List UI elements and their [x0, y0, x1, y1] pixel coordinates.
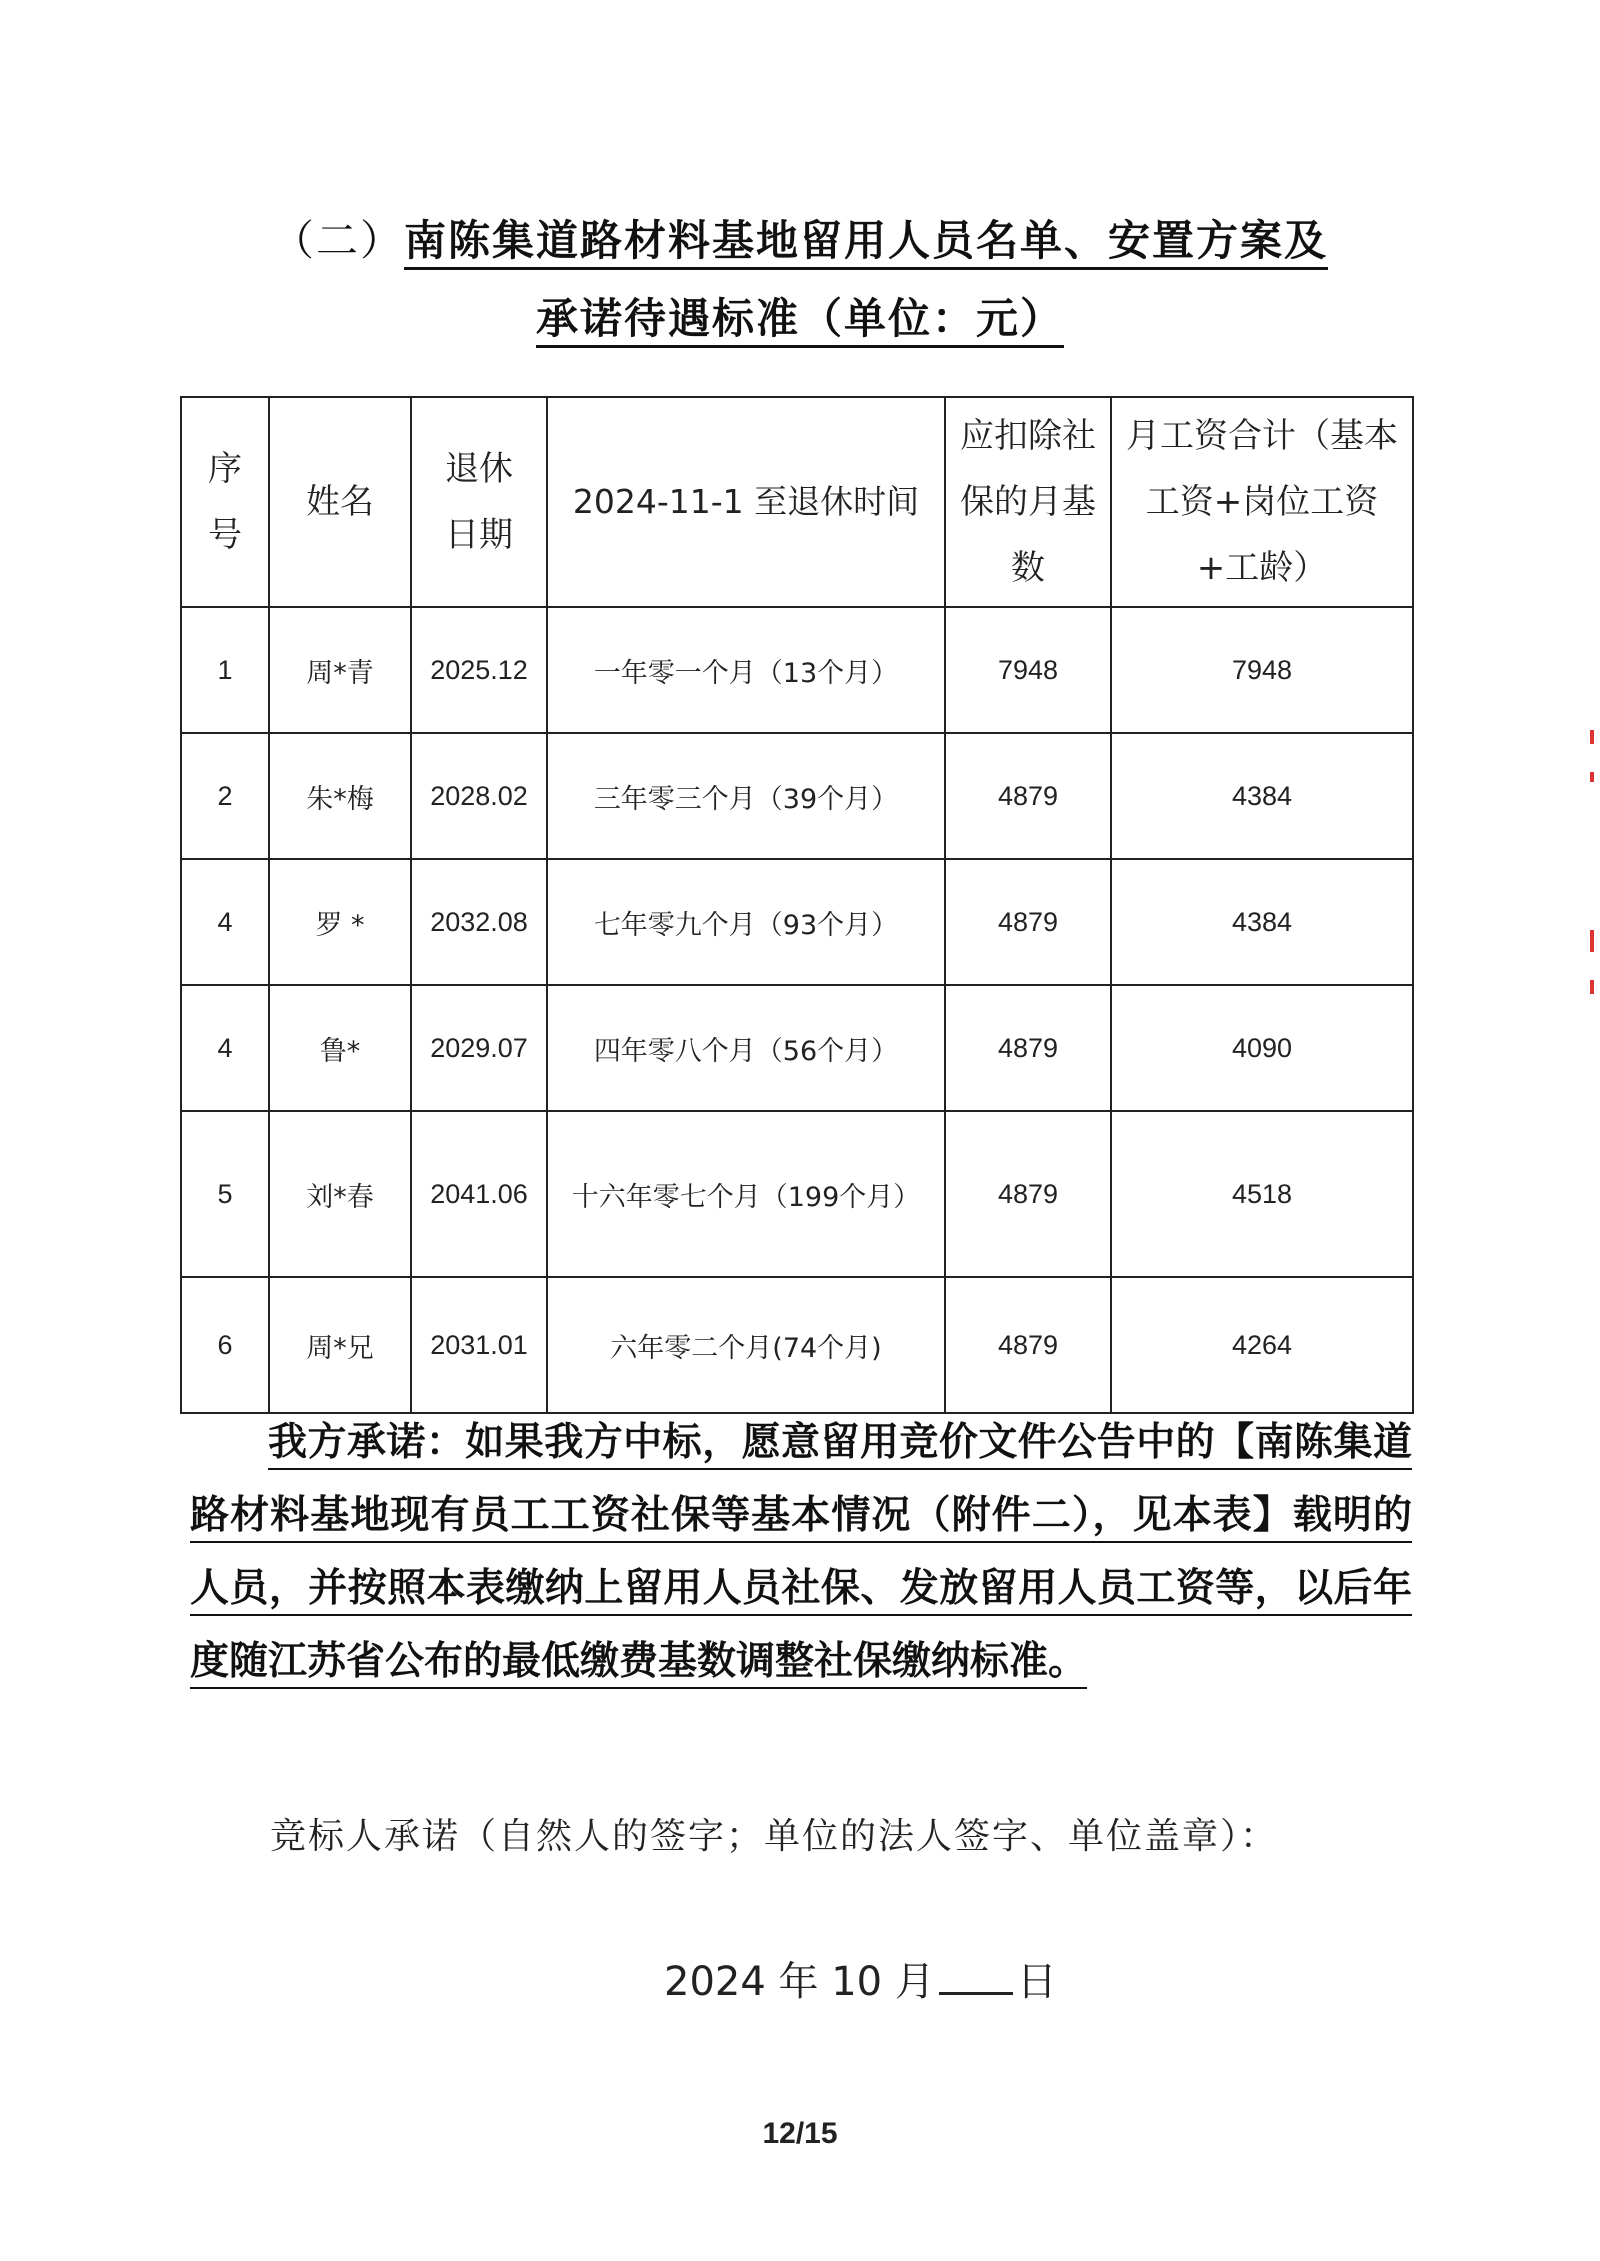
- cell-retire: 2032.08: [411, 859, 547, 985]
- date-year-month: 2024 年 10 月: [664, 1959, 935, 2005]
- cell-base: 4879: [945, 1277, 1111, 1413]
- cell-wage: 4518: [1111, 1111, 1413, 1277]
- table-row: [181, 859, 1413, 985]
- day-blank: [939, 1958, 1013, 1995]
- cell-retire: 2031.01: [411, 1277, 547, 1413]
- header-seq: 序号: [181, 397, 269, 607]
- table-row: [181, 985, 1413, 1111]
- scan-edge-mark: [1590, 730, 1594, 744]
- cell-seq: 4: [181, 859, 269, 985]
- cell-base: 4879: [945, 985, 1111, 1111]
- header-retire-date: 退休日期: [411, 397, 547, 607]
- cell-wage: 7948: [1111, 607, 1413, 733]
- cell-period: 十六年零七个月（199个月）: [547, 1111, 945, 1277]
- cell-period: 七年零九个月（93个月）: [547, 859, 945, 985]
- cell-retire: 2041.06: [411, 1111, 547, 1277]
- cell-wage: 4264: [1111, 1277, 1413, 1413]
- document-title-line-1: [0, 208, 1600, 268]
- cell-base: 4879: [945, 859, 1111, 985]
- cell-period: 四年零八个月（56个月）: [547, 985, 945, 1111]
- cell-base: 4879: [945, 733, 1111, 859]
- document-title-line-2: [0, 286, 1600, 346]
- page-number: 12/15: [762, 2117, 838, 2150]
- cell-retire: 2025.12: [411, 607, 547, 733]
- cell-seq: 5: [181, 1111, 269, 1277]
- table-header-row: [181, 397, 1413, 607]
- cell-seq: 1: [181, 607, 269, 733]
- cell-name: 周*青: [269, 607, 411, 733]
- cell-base: 7948: [945, 607, 1111, 733]
- cell-name: 鲁*: [269, 985, 411, 1111]
- table-row: [181, 607, 1413, 733]
- header-period: 2024-11-1 至退休时间: [547, 397, 945, 607]
- table-row: [181, 1277, 1413, 1413]
- cell-seq: 4: [181, 985, 269, 1111]
- title-text-2: 承诺待遇标准（单位：元）: [536, 294, 1064, 348]
- scan-edge-mark: [1590, 772, 1594, 782]
- scan-edge-mark: [1590, 930, 1594, 952]
- cell-period: 三年零三个月（39个月）: [547, 733, 945, 859]
- cell-seq: 6: [181, 1277, 269, 1413]
- cell-wage: 4090: [1111, 985, 1413, 1111]
- date-day-suffix: 日: [1016, 1959, 1057, 2005]
- header-monthly-wage: 月工资合计（基本工资+岗位工资+工龄）: [1111, 397, 1413, 607]
- cell-name: 罗 *: [269, 859, 411, 985]
- cell-wage: 4384: [1111, 859, 1413, 985]
- bidder-signature-statement: 竞标人承诺（自然人的签字；单位的法人签字、单位盖章）：: [270, 1816, 1279, 1857]
- cell-name: 周*兄: [269, 1277, 411, 1413]
- cell-name: 刘*春: [269, 1111, 411, 1277]
- cell-period: 六年零二个月(74个月): [547, 1277, 945, 1413]
- title-text-1: 南陈集道路材料基地留用人员名单、安置方案及: [404, 216, 1328, 270]
- table-row: [181, 1111, 1413, 1277]
- cell-base: 4879: [945, 1111, 1111, 1277]
- scan-edge-mark: [1590, 980, 1594, 994]
- title-prefix: （二）: [271, 216, 404, 265]
- cell-period: 一年零一个月（13个月）: [547, 607, 945, 733]
- cell-seq: 2: [181, 733, 269, 859]
- header-social-base: 应扣除社保的月基数: [945, 397, 1111, 607]
- cell-retire: 2028.02: [411, 733, 547, 859]
- header-name: 姓名: [269, 397, 411, 607]
- staff-table: [180, 396, 1414, 1414]
- table-row: [181, 733, 1413, 859]
- promise-paragraph: [190, 1406, 1412, 1698]
- cell-retire: 2029.07: [411, 985, 547, 1111]
- signature-date: [664, 1950, 1057, 2007]
- cell-name: 朱*梅: [269, 733, 411, 859]
- cell-wage: 4384: [1111, 733, 1413, 859]
- promise-text: 我方承诺：如果我方中标，愿意留用竞价文件公告中的【南陈集道路材料基地现有员工工资社保等基本情况（附件二），见本表】载明的人员，并按照本表缴纳上留用人员社保、发放留用人员工资等，以后年度随江苏省公布的最低缴费基数调整社保缴纳标准。: [190, 1420, 1412, 1689]
